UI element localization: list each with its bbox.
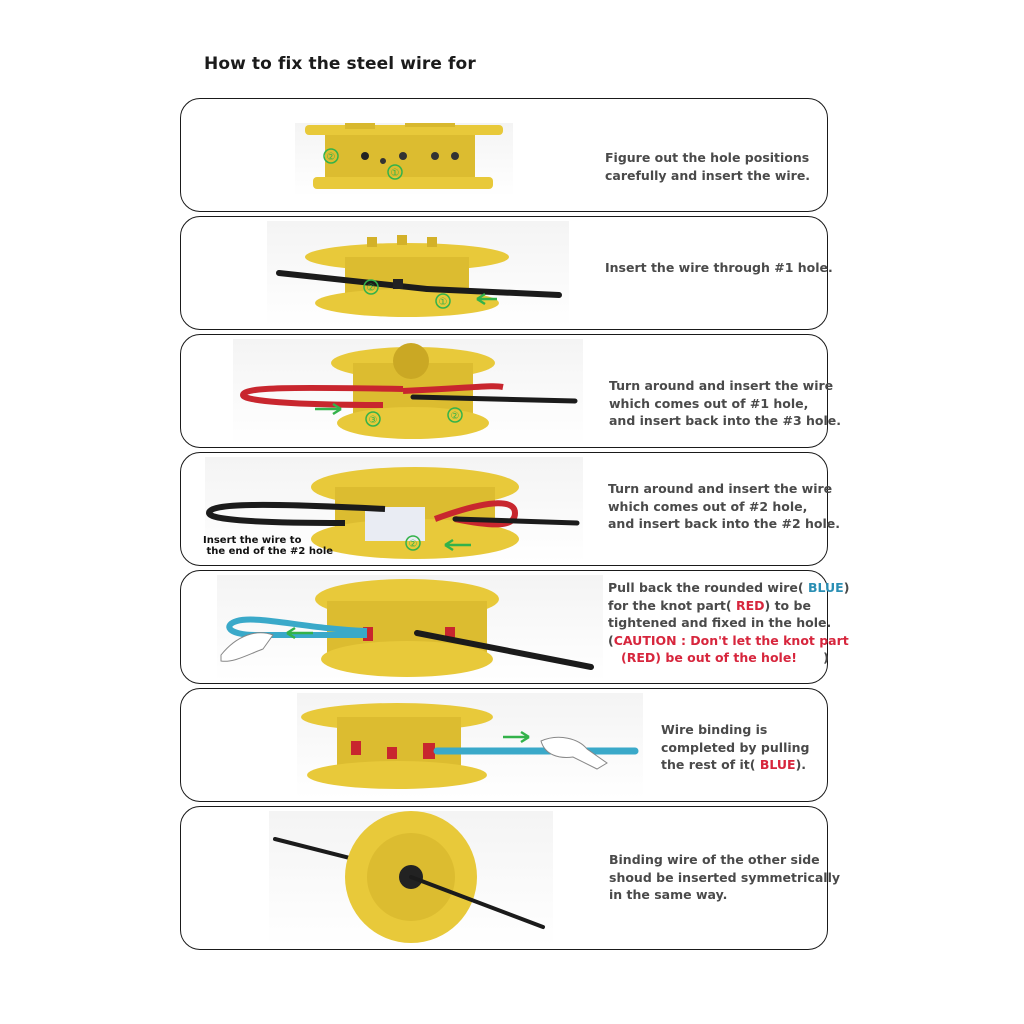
step-6-line3a: the rest of it(	[661, 757, 760, 772]
spool-illustration	[295, 123, 513, 197]
step-5-line5a: (RED) be out of the hole!	[608, 650, 797, 665]
step-4-text: Turn around and insert the wire which comes out of #2 hole, and insert back into the #2 hole.	[608, 481, 841, 531]
spool-top-illustration	[269, 811, 553, 947]
step-5-caution: CAUTION : Don't let the knot part	[613, 632, 849, 648]
step-7-text: Binding wire of the other side shoud be inserted symmetrically in the same way.	[609, 852, 841, 902]
step-2-card	[180, 216, 833, 330]
hole-1-label: ①	[390, 168, 400, 179]
step-5-card	[180, 570, 850, 684]
hole-3-label: ③	[368, 415, 378, 426]
step-1-image	[295, 123, 513, 197]
step-6-blue-label: BLUE	[759, 757, 796, 772]
step-5-blue-label: BLUE	[807, 580, 844, 595]
step-6-line2: completed by pulling	[661, 739, 810, 755]
step-6-card	[180, 688, 828, 802]
step-3-card	[180, 334, 842, 448]
step-6-line1: Wire binding is	[661, 722, 768, 737]
step-5-red-label: RED	[735, 597, 765, 613]
step-4-note: Insert the wire to the end of the #2 hole	[203, 535, 334, 557]
hole-2-label: ②	[366, 283, 376, 294]
step-2-image	[267, 221, 569, 327]
step-5-line3: tightened and fixed in the hole.	[608, 615, 832, 630]
step-1-text: Figure out the hole positions carefully and insert the wire.	[605, 150, 811, 183]
step-5-text	[608, 579, 849, 667]
step-5-line5b: )	[797, 650, 829, 665]
spool-illustration	[233, 339, 583, 445]
hole-2-label: ②	[450, 411, 460, 422]
step-3-image	[233, 339, 583, 445]
hole-2-label: ②	[408, 539, 418, 550]
page-title: How to fix the steel wire for	[204, 54, 476, 74]
step-6-image	[297, 693, 643, 799]
spool-illustration	[217, 575, 603, 681]
step-6-line3c: ).	[795, 757, 807, 772]
spool-illustration	[267, 221, 569, 327]
step-5-line2a: for the knot part(	[608, 597, 736, 613]
spool-illustration	[297, 693, 643, 799]
step-7-image	[269, 811, 553, 947]
step-4-card	[180, 452, 841, 566]
step-7-card	[180, 806, 841, 950]
step-1-card	[180, 98, 828, 212]
hole-1-label: ①	[438, 297, 448, 308]
step-5-line1a: Pull back the rounded wire(	[608, 580, 808, 595]
step-5-image	[217, 575, 603, 681]
step-3-text: Turn around and insert the wire which comes out of #1 hole, and insert back into the #3 hole.	[609, 378, 842, 428]
hole-2-label: ②	[326, 152, 336, 163]
step-5-line1c: )	[843, 580, 850, 595]
step-5-line2c: ) to be	[764, 597, 811, 613]
step-6-text	[661, 721, 809, 774]
step-2-text: Insert the wire through #1 hole.	[605, 260, 833, 275]
step-5-line4a: (	[608, 632, 614, 648]
